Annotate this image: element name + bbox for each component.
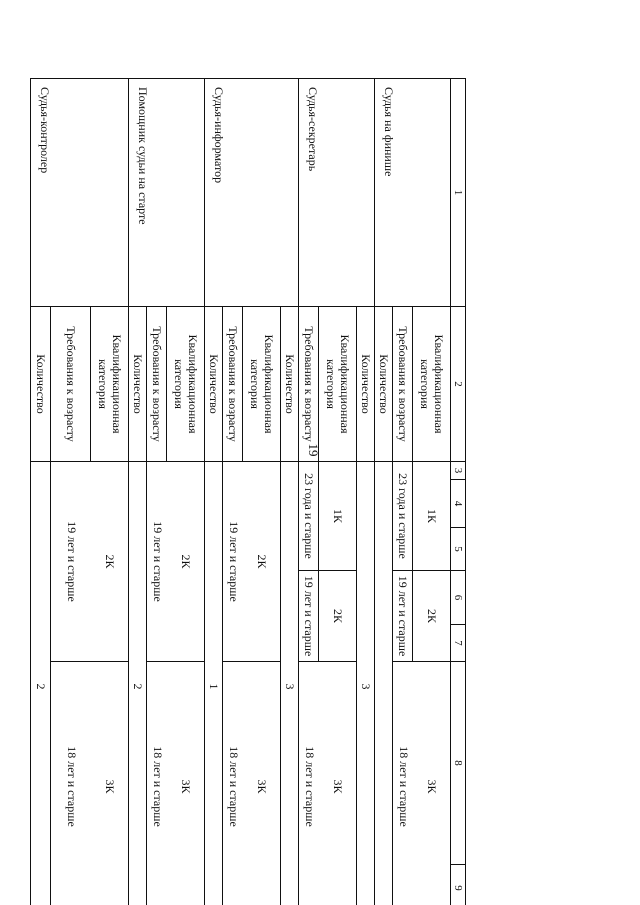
table-cell: 2К — [413, 571, 451, 662]
referee-requirements-table — [30, 78, 466, 905]
table-cell: 2К — [91, 462, 129, 662]
column-number: 7 — [451, 625, 466, 662]
quantity-label: Количество — [31, 307, 51, 462]
role-secretary: Судья-секретарь — [299, 79, 375, 307]
table-cell: 3К — [91, 662, 129, 905]
column-number: 9 — [451, 865, 466, 905]
table-cell: 3К — [243, 662, 281, 905]
table-row — [91, 79, 129, 905]
role-finish-judge: Судья на финише — [375, 79, 451, 307]
column-number: 2 — [451, 307, 466, 462]
table-cell: 18 лет и старше — [51, 662, 91, 905]
table-cell: 23 года и старше — [299, 462, 319, 571]
table-cell: 18 лет и старше — [393, 662, 413, 905]
qualification-label: Квалификационная категория — [167, 307, 205, 462]
column-number: 4 — [451, 480, 466, 528]
table-cell: 1К — [413, 462, 451, 571]
table-cell: 19 лет и старше — [223, 462, 243, 662]
table-cell: 3К — [413, 662, 451, 905]
age-label: Требования к возрасту — [393, 307, 413, 462]
table-cell: 3К — [167, 662, 205, 905]
table-cell: 18 лет и старше — [147, 662, 167, 905]
age-label: Требования к возрасту — [51, 307, 91, 462]
table-cell — [375, 462, 393, 905]
qualification-label: Квалификационная категория — [413, 307, 451, 462]
table-cell: 3 — [281, 462, 299, 905]
table-cell: 1 — [205, 462, 223, 905]
column-number-row — [451, 79, 466, 905]
qualification-label: Квалификационная категория — [319, 307, 357, 462]
age-label: Требования к возрасту — [147, 307, 167, 462]
table-cell: 18 лет и старше — [299, 662, 319, 905]
table-container — [34, 78, 466, 905]
age-label: Требования к возрасту — [299, 307, 319, 462]
table-cell: 3 — [357, 462, 375, 905]
table-cell: 19 лет и старше — [393, 571, 413, 662]
table-cell: 1К — [319, 462, 357, 571]
column-number: 5 — [451, 528, 466, 571]
table-cell: 19 лет и старше — [51, 462, 91, 662]
qualification-label: Квалификационная категория — [91, 307, 129, 462]
column-number: 3 — [451, 462, 466, 480]
quantity-label: Количество — [357, 307, 375, 462]
quantity-label: Количество — [205, 307, 223, 462]
table-cell: 3К — [319, 662, 357, 905]
table-cell: 19 лет и старше — [299, 571, 319, 662]
table-cell: 2К — [167, 462, 205, 662]
qualification-label: Квалификационная категория — [243, 307, 281, 462]
table-row — [413, 79, 451, 905]
table-cell: 2 — [31, 462, 51, 905]
quantity-label: Количество — [129, 307, 147, 462]
table-row — [357, 79, 375, 905]
page-number: 19 — [306, 443, 321, 457]
table-row — [167, 79, 205, 905]
table-row — [281, 79, 299, 905]
role-controller: Судья-контролер — [31, 79, 129, 307]
table-cell: 23 года и старше — [393, 462, 413, 571]
age-label: Требования к возрасту — [223, 307, 243, 462]
role-start-assistant: Помощник судьи на старте — [129, 79, 205, 307]
table-cell: 19 лет и старше — [147, 462, 167, 662]
table-cell: 2К — [243, 462, 281, 662]
table-cell: 2К — [319, 571, 357, 662]
table-cell: 2 — [129, 462, 147, 905]
quantity-label: Количество — [281, 307, 299, 462]
role-informer: Судья-информатор — [205, 79, 299, 307]
table-cell: 18 лет и старше — [223, 662, 243, 905]
column-number: 8 — [451, 662, 466, 865]
quantity-label: Количество — [375, 307, 393, 462]
column-number: 1 — [451, 79, 466, 307]
column-number: 6 — [451, 571, 466, 625]
